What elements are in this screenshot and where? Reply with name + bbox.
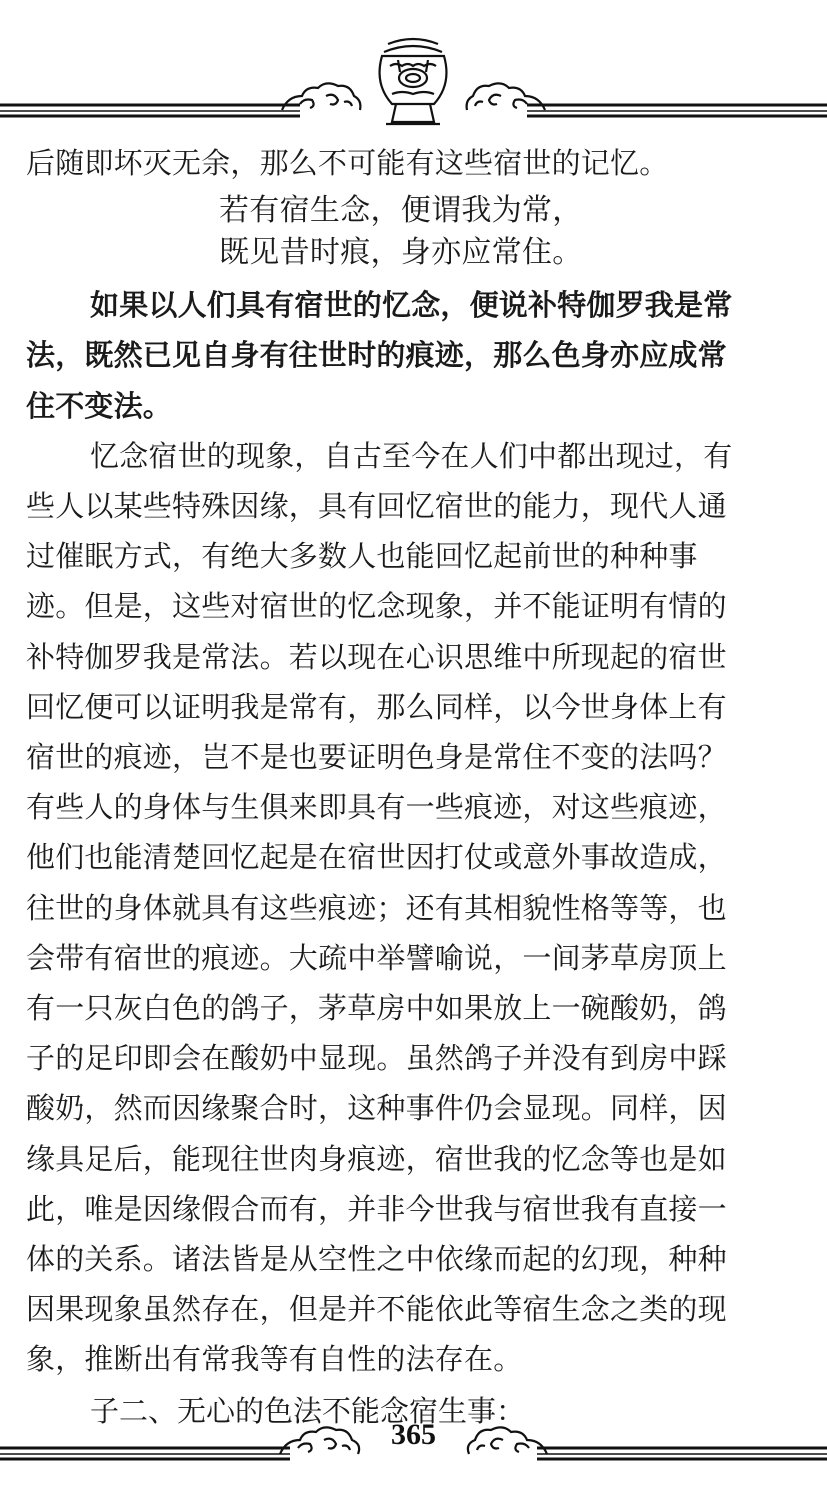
explanation-paragraph bbox=[26, 431, 812, 1385]
verse-line-1: 若有宿生念，便谓我为常， bbox=[219, 193, 583, 229]
explanation-line: 往世的身体就具有这些痕迹；还有其相貌性格等等，也 bbox=[26, 890, 727, 925]
explanation-line: 有一只灰白色的鸽子，茅草房中如果放上一碗酸奶，鸽 bbox=[26, 991, 727, 1026]
explanation-line: 象，推断出有常我等有自性的法存在。 bbox=[26, 1342, 523, 1377]
verse-block bbox=[26, 190, 812, 274]
verse-line-2: 既见昔时痕，身亦应常住。 bbox=[219, 235, 583, 271]
commentary-line: 如果以人们具有宿世的忆念，便说补特伽罗我是常 bbox=[90, 288, 733, 323]
commentary-line: 法，既然已见自身有往世时的痕迹，那么色身亦应成常 bbox=[26, 338, 727, 373]
page-content bbox=[26, 138, 812, 1437]
section-heading: 子二、无心的色法不能念宿生事： bbox=[90, 1393, 526, 1428]
page-number: 365 bbox=[391, 1418, 436, 1451]
explanation-line: 此，唯是因缘假合而有，并非今世我与宿世我有直接一 bbox=[26, 1191, 727, 1226]
treasure-vase-icon bbox=[380, 39, 447, 124]
opening-line: 后随即坏灭无余，那么不可能有这些宿世的记忆。 bbox=[26, 146, 669, 180]
explanation-line: 因果现象虽然存在，但是并不能依此等宿生念之类的现 bbox=[26, 1292, 727, 1327]
commentary-line: 住不变法。 bbox=[26, 388, 173, 423]
explanation-line: 回忆便可以证明我是常有，那么同样，以今世身体上有 bbox=[26, 689, 727, 724]
commentary-paragraph bbox=[26, 280, 812, 431]
explanation-line: 子的足印即会在酸奶中显现。虽然鸽子并没有到房中踩 bbox=[26, 1041, 727, 1076]
explanation-line: 宿世的痕迹，岂不是也要证明色身是常住不变的法吗？ bbox=[26, 740, 727, 775]
explanation-line: 缘具足后，能现往世肉身痕迹，宿世我的忆念等也是如 bbox=[26, 1141, 727, 1176]
explanation-line: 迹。但是，这些对宿世的忆念现象，并不能证明有情的 bbox=[26, 589, 727, 624]
explanation-line: 他们也能清楚回忆起是在宿世因打仗或意外事故造成， bbox=[26, 840, 727, 875]
header-ornament bbox=[0, 0, 827, 140]
explanation-line: 过催眠方式，有绝大多数人也能回忆起前世的种种事 bbox=[26, 539, 698, 574]
explanation-line: 忆念宿世的现象，自古至今在人们中都出现过，有 bbox=[90, 438, 733, 473]
explanation-line: 会带有宿世的痕迹。大疏中举譬喻说，一间茅草房顶上 bbox=[26, 940, 727, 975]
explanation-line: 有些人的身体与生俱来即具有一些痕迹，对这些痕迹， bbox=[26, 790, 727, 825]
explanation-line: 酸奶，然而因缘聚合时，这种事件仍会显现。同样，因 bbox=[26, 1091, 727, 1126]
explanation-line: 体的关系。诸法皆是从空性之中依缘而起的幻现，种种 bbox=[26, 1242, 727, 1277]
explanation-line: 补特伽罗我是常法。若以现在心识思维中所现起的宿世 bbox=[26, 639, 727, 674]
explanation-line: 些人以某些特殊因缘，具有回忆宿世的能力，现代人通 bbox=[26, 489, 727, 524]
